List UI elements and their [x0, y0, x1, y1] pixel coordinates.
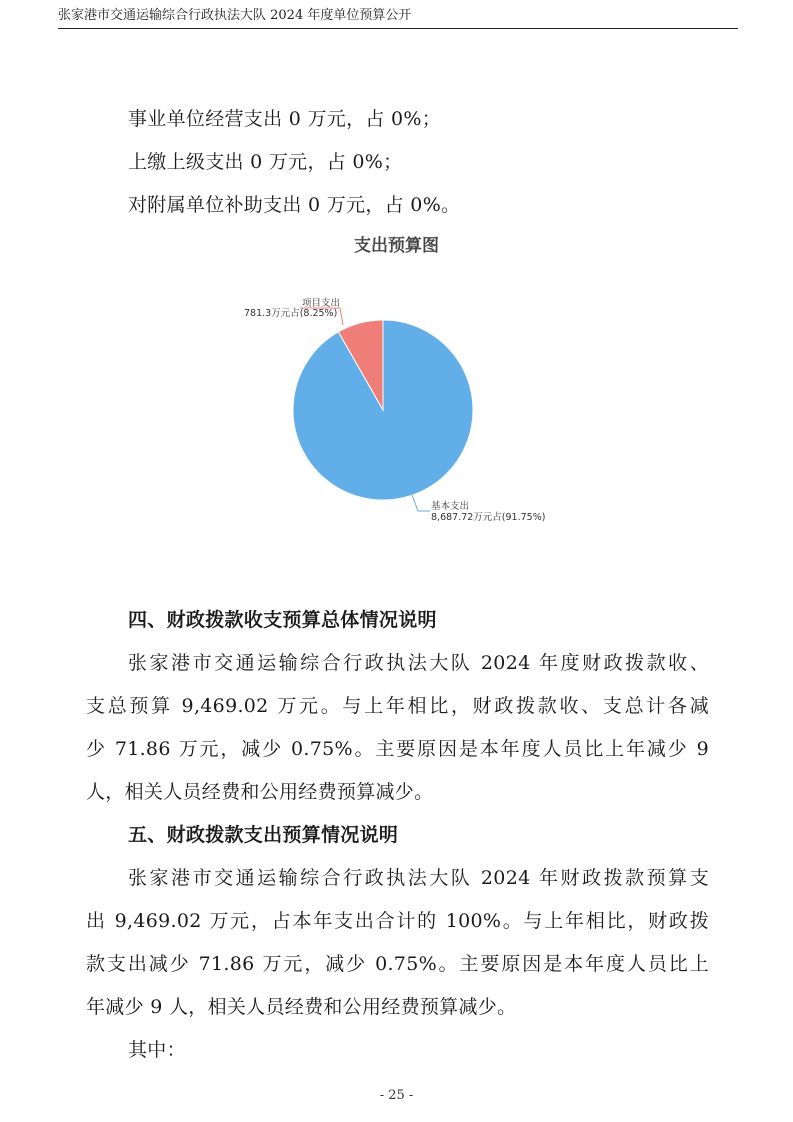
section4-line-4: 人，相关人员经费和公用经费预算减少。 [86, 781, 434, 803]
intro-line-2: 上缴上级支出 0 万元，占 0%； [128, 151, 403, 173]
intro-line-1: 事业单位经营支出 0 万元，占 0%； [128, 108, 442, 130]
section5-line-2: 出 9,469.02 万元，占本年支出合计的 100%。与上年相比，财政拨 [86, 910, 709, 932]
intro-line-3: 对附属单位补助支出 0 万元，占 0%。 [128, 194, 461, 216]
section5-line-1: 张家港市交通运输综合行政执法大队 2024 年财政拨款预算支 [128, 867, 709, 889]
slice-name-label-project: 项目支出 [302, 298, 341, 309]
section4-line-3: 少 71.86 万元，减少 0.75%。主要原因是本年度人员比上年减少 9 [86, 738, 709, 760]
section4-heading: 四、财政拨款收支预算总体情况说明 [128, 609, 437, 631]
section4-line-1: 张家港市交通运输综合行政执法大队 2024 年度财政拨款收、 [128, 652, 709, 674]
slice-value-label-basic: 8,687.72万元占(91.75%) [431, 512, 546, 523]
chart-title: 支出预算图 [354, 236, 439, 256]
slice-value-label-project: 781.3万元占(8.25%) [244, 308, 338, 319]
page-header: 张家港市交通运输综合行政执法大队 2024 年度单位预算公开 [58, 6, 738, 29]
section4-line-2: 支总预算 9,469.02 万元。与上年相比，财政拨款收、支总计各减 [86, 695, 709, 717]
section5-tail: 其中： [128, 1039, 186, 1061]
section5-line-3: 款支出减少 71.86 万元，减少 0.75%。主要原因是本年度人员比上 [86, 953, 709, 975]
slice-name-label-basic: 基本支出 [431, 501, 470, 512]
section5-heading: 五、财政拨款支出预算情况说明 [128, 824, 399, 846]
leader-line-basic [412, 495, 430, 511]
section5-line-4: 年减少 9 人，相关人员经费和公用经费预算减少。 [86, 996, 517, 1018]
page-number: - 25 - [379, 1088, 414, 1103]
